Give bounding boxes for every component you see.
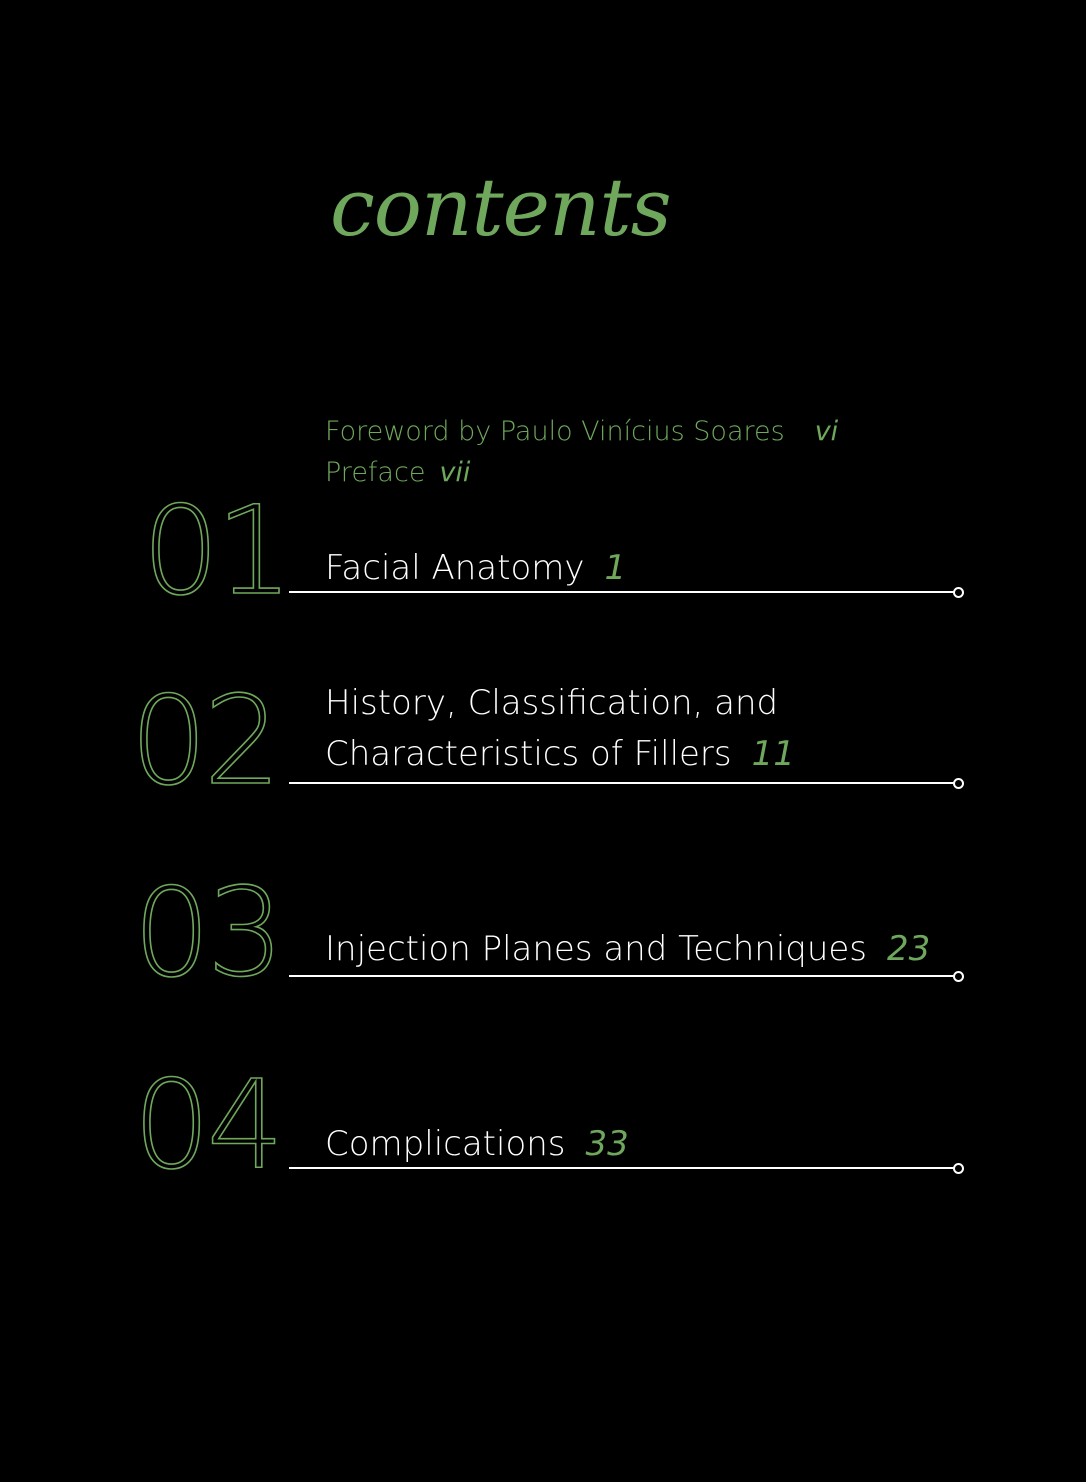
front-matter-preface[interactable]	[325, 459, 470, 486]
chapter-rule-dot-04	[953, 1163, 964, 1174]
chapter-entry-01[interactable]	[325, 543, 626, 594]
chapter-rule-03	[289, 975, 955, 977]
foreword-page: vi	[814, 416, 839, 447]
chapter-number-04: 04	[133, 1054, 281, 1196]
chapter-entry-03[interactable]	[325, 924, 930, 975]
chapter-title-01: Facial Anatomy	[325, 548, 585, 588]
chapter-rule-04	[289, 1167, 955, 1169]
chapter-rule-01	[289, 591, 955, 593]
chapter-page-02: 11	[751, 734, 795, 774]
chapter-title-02-line1: History, Classification, and	[325, 683, 779, 723]
preface-label: Preface	[325, 457, 426, 488]
front-matter-foreword[interactable]	[325, 418, 838, 445]
chapter-title-04: Complications	[325, 1124, 566, 1164]
chapter-title-03: Injection Planes and Techniques	[325, 929, 868, 969]
chapter-number-01: 01	[142, 480, 290, 622]
chapter-page-01: 1	[604, 548, 627, 588]
chapter-page-03: 23	[887, 929, 931, 969]
chapter-entry-02[interactable]	[325, 678, 795, 780]
chapter-title-02-line2: Characteristics of Fillers	[325, 734, 732, 774]
chapter-rule-dot-03	[953, 971, 964, 982]
contents-title: contents	[330, 161, 671, 254]
chapter-rule-dot-02	[953, 778, 964, 789]
chapter-number-03: 03	[133, 862, 281, 1004]
chapter-rule-dot-01	[953, 587, 964, 598]
foreword-label: Foreword by Paulo Vinícius Soares	[325, 416, 785, 447]
preface-page: vii	[439, 457, 471, 488]
chapter-number-02: 02	[130, 670, 278, 812]
chapter-entry-04[interactable]	[325, 1119, 629, 1170]
chapter-page-04: 33	[585, 1124, 629, 1164]
chapter-rule-02	[289, 782, 955, 784]
